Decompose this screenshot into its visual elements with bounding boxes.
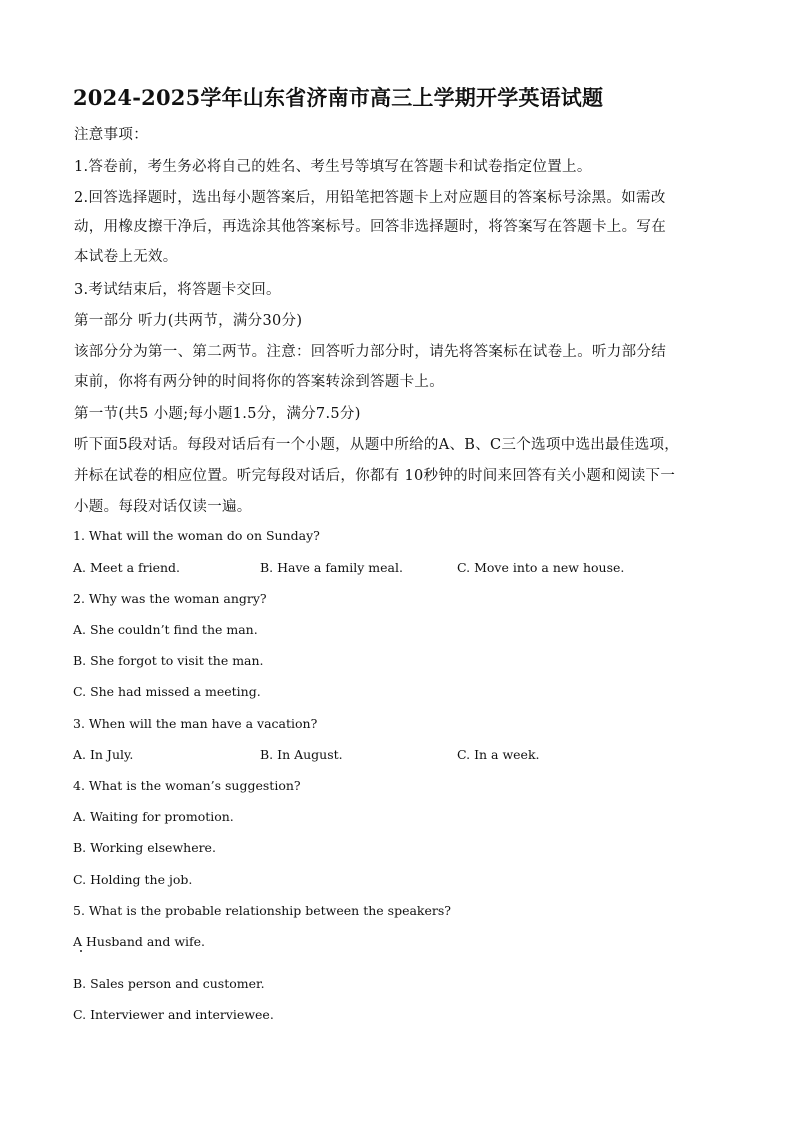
question-1-stem: 1. What will the woman do on Sunday?	[73, 528, 320, 543]
notice-line-3: 3.考试结束后，将答题卡交回。	[74, 282, 281, 298]
question-3-stem: 3. When will the man have a vacation?	[73, 716, 318, 731]
question-5-option-a: A Husband and wife.	[73, 934, 206, 949]
part1-desc-a: 该部分分为第一、第二两节。注意：回答听力部分时，请先将答案标在试卷上。听力部分结	[74, 344, 666, 360]
question-1-option-a: A. Meet a friend.	[73, 560, 181, 575]
part1-heading: 第一部分 听力(共两节，满分30分)	[74, 313, 303, 329]
question-1-option-c: C. Move into a new house.	[457, 560, 625, 575]
part1-desc-b: 束前，你将有两分钟的时间将你的答案转涂到答题卡上。	[74, 374, 444, 390]
stray-period-mark	[80, 950, 82, 952]
question-3-option-c: C. In a week.	[457, 747, 540, 762]
question-2-option-a: A. She couldn’t find the man.	[73, 622, 258, 637]
question-3-option-b: B. In August.	[260, 747, 343, 762]
question-4-option-b: B. Working elsewhere.	[73, 840, 216, 855]
section1-heading: 第一节(共5 小题;每小题1.5分，满分7.5分)	[74, 406, 361, 422]
question-5-stem: 5. What is the probable relationship between the speakers?	[73, 903, 451, 918]
notice-line-2a: 2.回答选择题时，选出每小题答案后，用铅笔把答题卡上对应题目的答案标号涂黑。如需改	[74, 190, 666, 206]
question-4-stem: 4. What is the woman’s suggestion?	[73, 778, 301, 793]
section1-desc-a: 听下面5段对话。每段对话后有一个小题，从题中所给的A、B、C三个选项中选出最佳选项，	[74, 437, 680, 453]
notice-line-2c: 本试卷上无效。	[74, 249, 178, 265]
page-title: 2024-2025学年山东省济南市高三上学期开学英语试题	[73, 85, 604, 110]
notice-line-1: 1.答卷前，考生务必将自己的姓名、考生号等填写在答题卡和试卷指定位置上。	[74, 159, 592, 175]
question-2-option-b: B. She forgot to visit the man.	[73, 653, 264, 668]
section1-desc-b: 并标在试卷的相应位置。听完每段对话后，你都有 10秒钟的时间来回答有关小题和阅读下一	[74, 468, 676, 484]
notice-heading: 注意事项：	[74, 127, 148, 143]
question-4-option-c: C. Holding the job.	[73, 872, 193, 887]
question-3-option-a: A. In July.	[73, 747, 134, 762]
section1-desc-c: 小题。每段对话仅读一遍。	[74, 499, 252, 515]
question-2-stem: 2. Why was the woman angry?	[73, 591, 267, 606]
question-4-option-a: A. Waiting for promotion.	[73, 809, 234, 824]
question-2-option-c: C. She had missed a meeting.	[73, 684, 261, 699]
question-5-option-b: B. Sales person and customer.	[73, 976, 265, 991]
question-1-option-b: B. Have a family meal.	[260, 560, 403, 575]
question-5-option-c: C. Interviewer and interviewee.	[73, 1007, 274, 1022]
notice-line-2b: 动，用橡皮擦干净后，再选涂其他答案标号。回答非选择题时，将答案写在答题卡上。写在	[74, 219, 666, 235]
